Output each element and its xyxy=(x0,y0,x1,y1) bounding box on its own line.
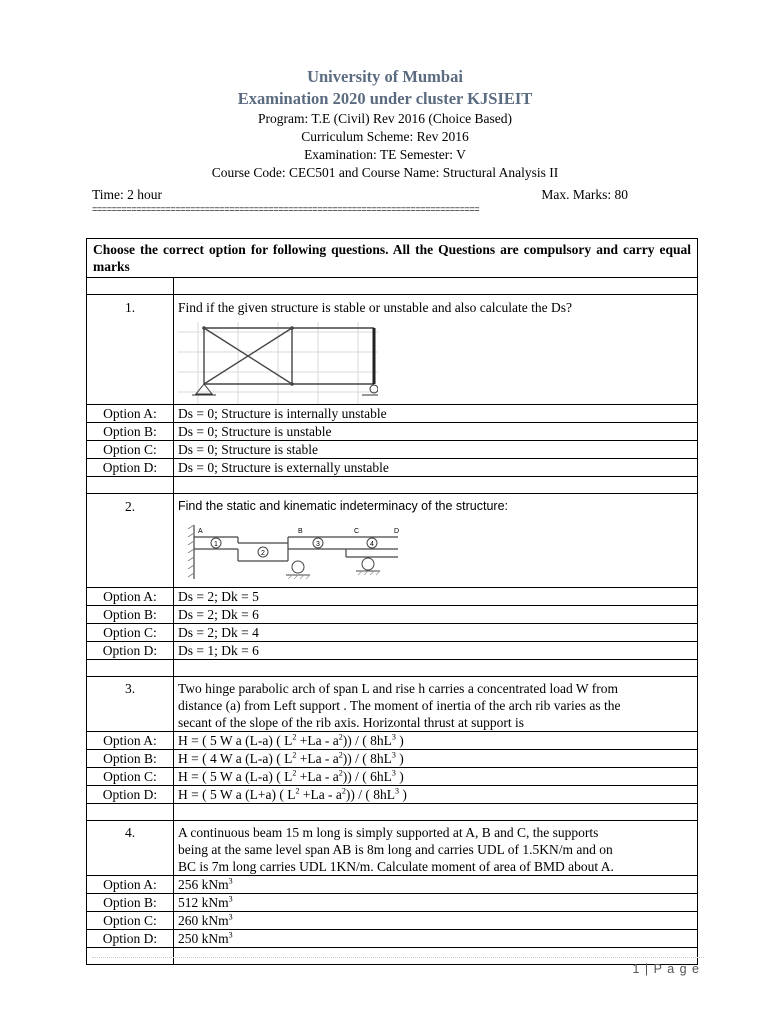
option-text: 256 kNm$^3$ xyxy=(174,876,698,894)
option-label: Option A: xyxy=(87,588,174,606)
option-text: 250 kNm$^3$ xyxy=(174,930,698,948)
point-label: D xyxy=(394,528,400,535)
option-label: Option D: xyxy=(87,459,174,477)
option-text: H = ( 5 W a (L-a) ( $L^2 +La - a^2$)) / ( $8hL^3$ ) xyxy=(174,732,698,750)
question-number: 4. xyxy=(87,821,174,876)
curriculum-line: Curriculum Scheme: Rev 2016 xyxy=(301,129,469,144)
exam-header xyxy=(0,66,770,182)
footer-divider xyxy=(92,957,704,958)
option-label: Option A: xyxy=(87,732,174,750)
question-table xyxy=(86,238,698,965)
option-text: Ds = 1; Dk = 6 xyxy=(174,642,698,660)
question-text: Find the static and kinematic indeterminacy of the structure: xyxy=(178,499,509,513)
option-text: Ds = 0; Structure is internally unstable xyxy=(174,405,698,423)
university-title: University of Mumbai xyxy=(307,67,463,86)
semester-line: Examination: TE Semester: V xyxy=(304,147,466,162)
question-text: Find if the given structure is stable or unstable and also calculate the Ds? xyxy=(178,300,573,315)
page-separator: | xyxy=(644,962,650,976)
question-text-line: A continuous beam 15 m long is simply supported at A, B and C, the supports xyxy=(178,825,599,840)
option-text: Ds = 2; Dk = 4 xyxy=(174,624,698,642)
member-label: 3 xyxy=(316,541,320,548)
option-label: Option C: xyxy=(87,768,174,786)
option-label: Option C: xyxy=(87,441,174,459)
question-text-line: being at the same level span AB is 8m long and carries UDL of 1.5KN/m and on xyxy=(178,842,613,857)
max-marks-label: Max. Marks: 80 xyxy=(541,187,628,202)
page-number: 1 xyxy=(632,962,641,976)
option-label: Option D: xyxy=(87,642,174,660)
point-label: A xyxy=(198,528,203,535)
option-text: Ds = 0; Structure is externally unstable xyxy=(174,459,698,477)
question-text-line: secant of the slope of the rib axis. Horizontal thrust at support is xyxy=(178,715,525,730)
member-label: 4 xyxy=(370,541,374,548)
option-label: Option A: xyxy=(87,876,174,894)
option-label: Option B: xyxy=(87,606,174,624)
question-text-line: BC is 7m long carries UDL 1KN/m. Calculate moment of area of BMD about A. xyxy=(178,859,614,874)
member-label: 2 xyxy=(261,550,265,557)
member-label: 1 xyxy=(214,541,218,548)
option-label: Option D: xyxy=(87,786,174,804)
option-text: 260 kNm$^3$ xyxy=(174,912,698,930)
course-line: Course Code: CEC501 and Course Name: Structural Analysis II xyxy=(211,165,559,180)
option-label: Option D: xyxy=(87,930,174,948)
time-marks-line xyxy=(92,187,628,203)
option-text: Ds = 0; Structure is stable xyxy=(174,441,698,459)
option-label: Option B: xyxy=(87,423,174,441)
question-number: 1. xyxy=(87,295,174,405)
indeterminacy-structure-figure xyxy=(178,523,404,587)
time-label: Time: 2 hour xyxy=(92,187,163,202)
separator-rule: =============================================================================== xyxy=(92,205,480,215)
option-text: Ds = 2; Dk = 6 xyxy=(174,606,698,624)
option-label: Option C: xyxy=(87,624,174,642)
option-text: Ds = 2; Dk = 5 xyxy=(174,588,698,606)
page-footer xyxy=(540,962,700,976)
program-line: Program: T.E (Civil) Rev 2016 (Choice Based) xyxy=(257,111,513,126)
option-label: Option C: xyxy=(87,912,174,930)
option-label: Option A: xyxy=(87,405,174,423)
question-text-line: distance (a) from Left support . The moment of inertia of the arch rib varies as the xyxy=(178,698,621,713)
question-number: 2. xyxy=(87,494,174,588)
question-number: 3. xyxy=(87,677,174,732)
option-label: Option B: xyxy=(87,750,174,768)
option-text: H = ( 4 W a (L-a) ( $L^2 +La - a^2$)) / ( $8hL^3$ ) xyxy=(174,750,698,768)
stability-structure-figure xyxy=(178,322,378,404)
option-text: Ds = 0; Structure is unstable xyxy=(174,423,698,441)
option-text: 512 kNm$^3$ xyxy=(174,894,698,912)
instructions: Choose the correct option for following questions. All the Questions are compulsory and carry equal marks xyxy=(87,239,698,278)
question-text-line: Two hinge parabolic arch of span L and rise h carries a concentrated load W from xyxy=(178,681,619,696)
option-text: H = ( 5 W a (L-a) ( $L^2 +La - a^2$)) / ( $6hL^3$ ) xyxy=(174,768,698,786)
point-label: B xyxy=(298,528,303,535)
point-label: C xyxy=(354,528,360,535)
option-text: H = ( 5 W a (L+a) ( $L^2 +La - a^2$)) / ( $8hL^3$ ) xyxy=(174,786,698,804)
examination-title: Examination 2020 under cluster KJSIEIT xyxy=(237,89,533,108)
page-label: P a g e xyxy=(653,962,700,976)
option-label: Option B: xyxy=(87,894,174,912)
